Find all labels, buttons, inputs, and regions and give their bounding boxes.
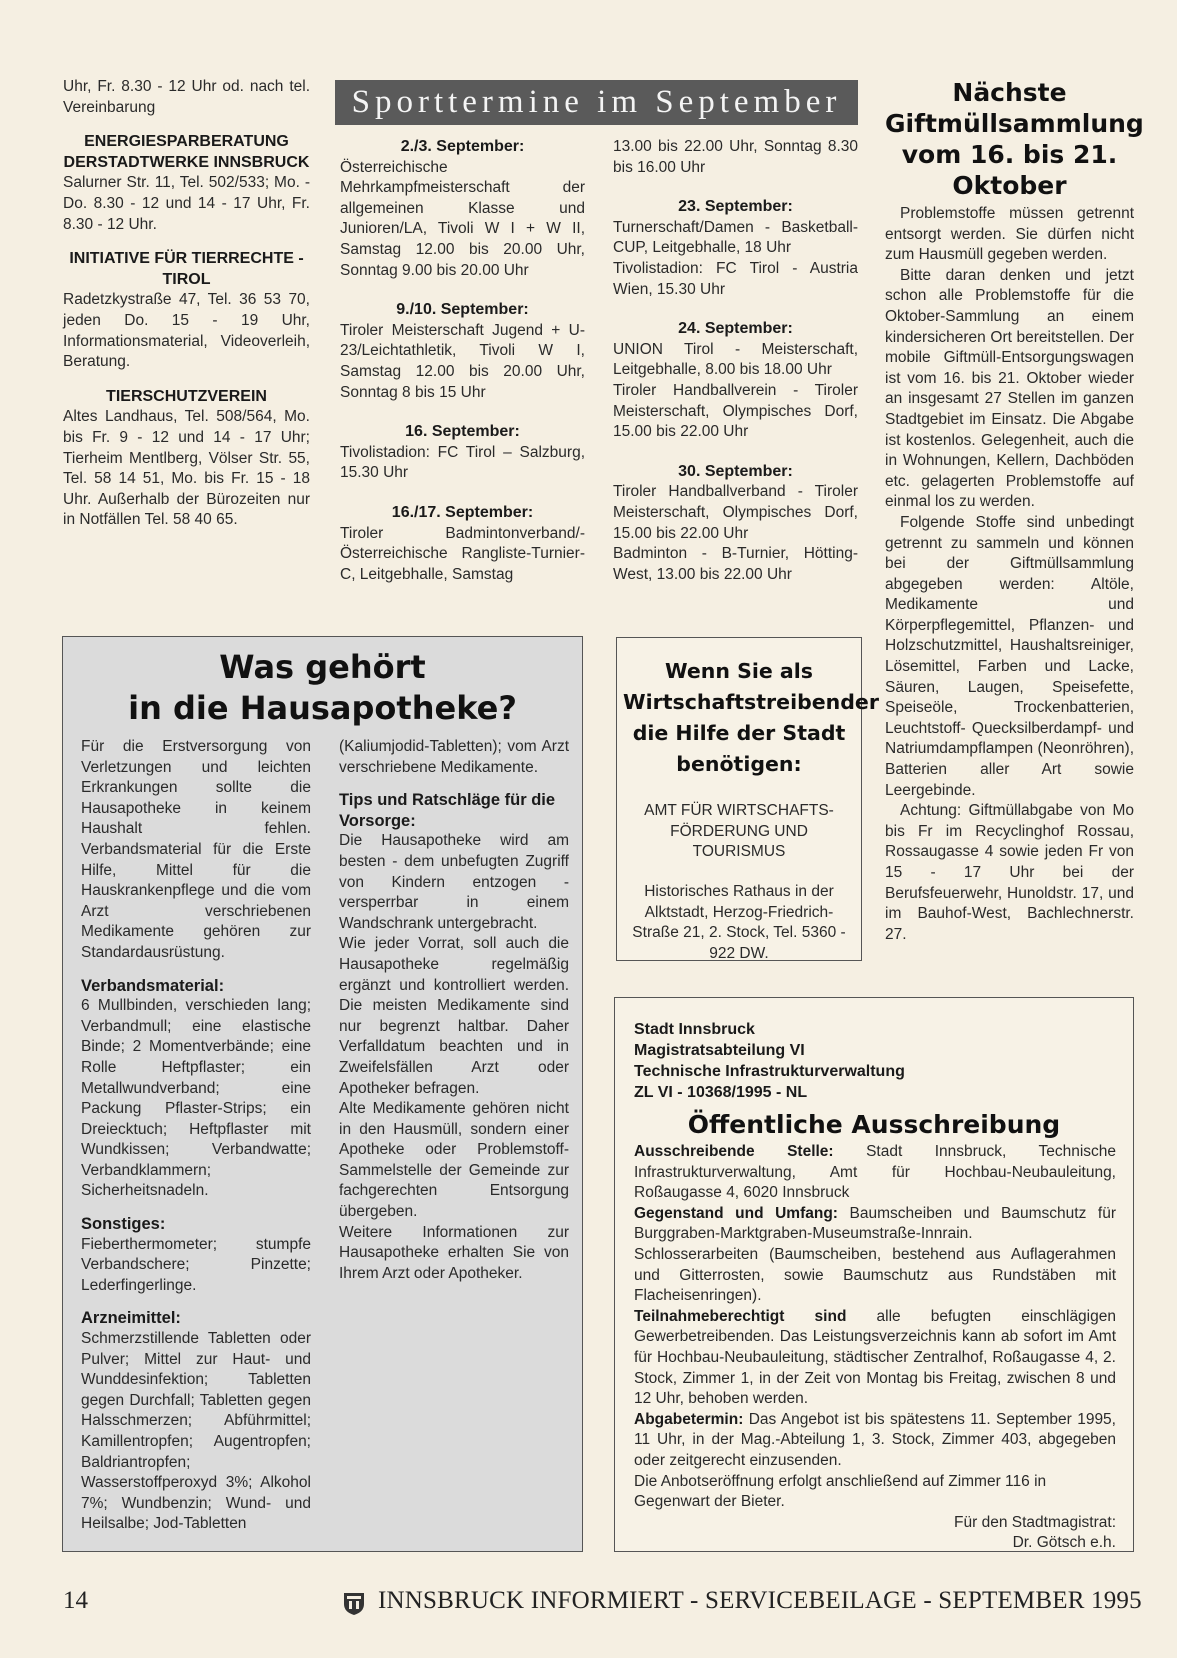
hausapotheke-intro: Für die Erstversorgung von Verletzungen und leichten Erkrankungen sollte die Hausapotheke in keinem Haushalt fehlen. Verbandsmaterial für die Erste Hilfe, Mittel für die Hauskrankenpflege und die vom Arzt verschriebenen Medikamente gehören zur Standardausrüstung. [81, 738, 311, 961]
hausapotheke-title-line: in die Hausapotheke? [128, 689, 517, 727]
stelle-label: Ausschreibende Stelle: [634, 1143, 834, 1160]
gegenstand-paragraph [634, 1204, 1116, 1245]
stelle-text: Stadt Innsbruck, Technische Infrastrukturverwaltung, Amt für Hochbau-Neubauleitung, Roßaugasse 4, 6020 Innsbruck [634, 1143, 1116, 1202]
sport-event-date: 30. September: [678, 462, 793, 480]
sport-event-text: Tivolistadion: FC Tirol – Salzburg, 15.30 Uhr [340, 443, 585, 482]
sonstiges-heading: Sonstiges: [81, 1215, 166, 1234]
info-block-title: INITIATIVE FÜR TIERRECHTE - TIROL [69, 250, 304, 288]
giftmuell-paragraph: Problemstoffe müssen getrennt entsorgt werden. Sie dürfen nicht zum Hausmüll gegeben werden. [885, 205, 1134, 264]
sport-event [340, 300, 585, 403]
tips-paragraph: Weitere Informationen zur Hausapotheke erhalten Sie von Ihrem Arzt oder Apotheker. [339, 1223, 569, 1282]
info-block-title: ENERGIESPARBERATUNG DERSTADTWERKE INNSBRUCK [63, 133, 310, 171]
header-line: Stadt Innsbruck [634, 1021, 755, 1038]
tips-paragraph: Alte Medikamente gehören nicht in den Hausmüll, sondern einer Apotheke oder Problemstoff-Sammelstelle der Gemeinde zur fachgerechten Entsorgung übergeben. [339, 1100, 569, 1221]
teilnahme-paragraph [634, 1307, 1116, 1410]
arznei-heading: Arzneimittel: [81, 1309, 181, 1328]
sport-event-date: 16./17. September: [391, 503, 534, 521]
sport-event [613, 197, 858, 300]
tips-paragraph: Wie jeder Vorrat, soll auch die Hausapotheke regelmäßig ergänzt und kontrolliert werden. Die meisten Medikamente sind nur begrenzt haltbar. Daher Verfalldatum beachten und in Zweifelsfällen Arzt oder Apotheker befragen. [339, 935, 569, 1097]
giftmuell-paragraph: Achtung: Giftmüllabgabe von Mo bis Fr im Recyclinghof Rossau, Rossaugasse 4 sowie jeden Fr von 15 - 17 Uhr bei der Berufsfeuerwehr, Hunoldstr. 17, und im Bauhof-West, Bachlechnerstr. 27. [885, 802, 1134, 943]
left-info-column [63, 77, 310, 545]
footer-publication: INNSBRUCK INFORMIERT - SERVICEBEILAGE - SEPTEMBER 1995 [378, 1587, 1142, 1614]
info-block [63, 387, 310, 531]
info-block [63, 132, 310, 235]
sport-event-text: Tiroler Meisterschaft Jugend + U-23/Leichtathletik, Tivoli W I, Samstag 12.00 bis 20.00 Uhr, Sonntag 8 bis 15 Uhr [340, 321, 585, 401]
info-block-content: Uhr, Fr. 8.30 - 12 Uhr od. nach tel. Vereinbarung [63, 78, 310, 116]
info-block [63, 249, 310, 373]
tips-heading: Tips und Ratschläge für die Vorsorge: [339, 791, 556, 830]
hausapotheke-column-left [81, 737, 311, 1535]
hausapotheke-column-right [339, 737, 569, 1284]
sonstiges-text: Fieberthermometer; stumpfe Verbandschere; Pinzette; Lederfingerlinge. [81, 1235, 311, 1294]
wirtschaft-title: Wenn Sie als Wirtschaftstreibender die Hilfe der Stadt benötigen: [623, 659, 879, 776]
tips-paragraph: Die Hausapotheke wird am besten - dem unbefugten Zugriff von Kindern entzogen - versperrbar in einem Wandschrank untergebracht. [339, 832, 569, 932]
hausapotheke-title-line: Was gehört [219, 648, 426, 686]
sport-event [340, 422, 585, 484]
sport-banner-title: Sporttermine im September [335, 80, 858, 125]
signature-name: Dr. Götsch e.h. [1012, 1534, 1116, 1552]
sport-event [340, 503, 585, 585]
sport-event-text: 13.00 bis 22.00 Uhr, Sonntag 8.30 bis 16.00 Uhr [613, 138, 858, 176]
sport-event-text: UNION Tirol - Meisterschaft, Leitgebhalle, 8.00 bis 18.00 Uhr Tiroler Handballverein - Tiroler Meisterschaft, Olympisches Dorf, 15.00 bis 22.00 Uhr [613, 340, 858, 441]
giftmuell-title: Nächste Giftmüllsammlung vom 16. bis 21. Oktober [885, 78, 1144, 200]
ausschreibung-title: Öffentliche Ausschreibung [687, 1110, 1061, 1139]
header-line: Technische Infrastrukturverwaltung [634, 1063, 905, 1080]
arznei-text-part: Schmerzstillende Tabletten oder Pulver; Mittel zur Haut- und Wunddesinfektion; Tabletten gegen Durchfall; Tabletten gegen Halsschmerzen; Abführmittel; Kamillentropfen; Augentropfen; Baldriantropfen; Wasserstoffperoxyd 3%; Alkohol 7%; Wundbenzin; Wund- und Heilsalbe; Jod-Tabletten [81, 1330, 311, 1533]
giftmuell-paragraph: Bitte daran denken und jetzt schon alle Problemstoffe für die Oktober-Sammlung an einem kindersicheren Ort bereitstellen. Der mobile Giftmüll-Entsorgungswagen ist vom 16. bis 21. Oktober wieder an insgesamt 27 Stellen im ganzen Stadtgebiet im Einsatz. Die Abgabe ist kostenlos. Gelegenheit, auch die in Wohnungen, Kellern, Dachböden etc. gelagerten Problemstoffe auf einmal los zu werden. [885, 266, 1134, 511]
teilnahme-label: Teilnahmeberechtigt sind [634, 1307, 847, 1325]
sport-event-date: 2./3. September: [400, 138, 525, 155]
sport-event-text: Tiroler Badmintonverband/-Österreichische Rangliste-Turnier-C, Leitgebhalle, Samstag [340, 524, 585, 583]
page-number: 14 [63, 1587, 88, 1614]
sport-event-text: Österreichische Mehrkampfmeisterschaft der allgemeinen Klasse und Junioren/LA, Tivoli W I + W II, Samstag 12.00 bis 20.00 Uhr, Sonntag 9.00 bis 20.00 Uhr [340, 158, 585, 279]
giftmuell-body [885, 204, 1134, 945]
wirtschaft-address: Historisches Rathaus in der Alktstadt, Herzog-Friedrich-Straße 21, 2. Stock, Tel. 5360 - 922 DW. [632, 883, 846, 962]
sport-event-text: Tiroler Handballverband - Tiroler Meisterschaft, Olympisches Dorf, 15.00 bis 22.00 Uhr Badminton - B-Turnier, Hötting-West, 13.00 bis 22.00 Uhr [613, 483, 858, 583]
ausschreibung-header [634, 1019, 1114, 1103]
sport-event [613, 319, 858, 443]
info-block [63, 77, 310, 118]
hausapotheke-title [63, 647, 582, 729]
info-block-title: TIERSCHUTZVEREIN [106, 387, 267, 405]
info-block-content: Radetzkystraße 47, Tel. 36 53 70, jeden Do. 15 - 19 Uhr, Informationsmaterial, Videoverleih, Beratung. [63, 291, 310, 371]
ausschreibung-box [614, 997, 1134, 1552]
city-crest-icon [342, 1590, 366, 1616]
eroeffnung-paragraph: Die Anbotseröffnung erfolgt anschließend auf Zimmer 116 in Gegenwart der Bieter. [634, 1472, 1047, 1511]
sport-event-date: 16. September: [405, 423, 520, 441]
wirtschaft-amt: AMT FÜR WIRTSCHAFTS-FÖRDERUNG UND TOURISMUS [644, 802, 834, 861]
teilnahme-text: alle befugten einschlägigen Gewerbetreibenden. Das Leistungsverzeichnis kann ab sofort im Amt für Hochbau-Neubauleitung, städtischer Zentralhof, Roßaugasse 4, 2. Stock, Zimmer 1, in der Zeit von Montag bis Freitag, zwischen 8 und 12 Uhr, behoben werden. [634, 1307, 1116, 1408]
signature-block [634, 1513, 1116, 1554]
hausapotheke-box [62, 636, 583, 1552]
sport-event [613, 462, 858, 586]
giftmuell-paragraph: Folgende Stoffe sind unbedingt getrennt zu sammeln und können bei der Giftmüllsammlung abgegeben werden: Altöle, Medikamente und Körperpflegemittel, Pflanzen- und Holzschutzmittel, Haushaltsreiniger, Lösemittel, Farben und Lacke, Säuren, Laugen, Speisefette, Speiseöle, Trockenbatterien, Leuchtstoff- Quecksilberdampf- und Natriumdampflampen (Neonröhren), Batterien aller Art sowie Leergebinde. [885, 513, 1134, 799]
ausschreibung-body [634, 1142, 1116, 1554]
sport-column-left [340, 137, 585, 604]
verband-text: 6 Mullbinden, verschieden lang; Verbandmull; eine elastische Binde; 2 Momentverbände; eine Rolle Heftpflaster; ein Metallwundverband; eine Packung Pflaster-Strips; ein Dreiecktuch; Heftpflaster mit Wundkissen; Verbandwatte; Verbandklammern; Sicherheitsnadeln. [81, 997, 311, 1200]
sport-event-date: 23. September: [678, 198, 793, 216]
header-line: ZL VI - 10368/1995 - NL [634, 1084, 808, 1101]
gegenstand-label: Gegenstand und Umfang: [634, 1204, 838, 1222]
arznei-text-continued: (Kaliumjodid-Tabletten); vom Arzt verschriebene Medikamente. [339, 738, 569, 776]
sport-event [613, 137, 858, 178]
sport-event [340, 137, 585, 281]
giftmuell-article [885, 77, 1144, 945]
sport-event-date: 9./10. September: [396, 301, 529, 319]
abgabe-text: Das Angebot ist bis spätestens 11. September 1995, 11 Uhr, in der Mag.-Abteilung 1, 3. Stock, Zimmer 403, abgegeben oder zeitgerecht einzusenden. [634, 1410, 1116, 1469]
sport-column-right [613, 137, 858, 604]
info-block-content: Salurner Str. 11, Tel. 502/533; Mo. - Do. 8.30 - 12 und 14 - 17 Uhr, Fr. 8.30 - 12 Uhr. [63, 174, 310, 233]
sport-event-date: 24. September: [678, 320, 793, 338]
verband-heading: Verbandsmaterial: [81, 976, 225, 995]
abgabe-label: Abgabetermin: [634, 1410, 744, 1428]
abgabe-paragraph [634, 1410, 1116, 1472]
sport-event-text: Turnerschaft/Damen - Basketball-CUP, Leitgebhalle, 18 Uhr Tivolistadion: FC Tirol - Austria Wien, 15.30 Uhr [613, 218, 858, 298]
signature-label: Für den Stadtmagistrat: [954, 1513, 1116, 1531]
info-block-content: Altes Landhaus, Tel. 508/564, Mo. bis Fr. 9 - 12 und 14 - 17 Uhr; Tierheim Mentlberg, Völser Str. 55, Tel. 58 14 51, Mo. bis Fr. 15 - 18 Uhr. Außerhalb der Bürozeiten nur in Notfällen Tel. 58 40 65. [63, 408, 310, 529]
schlosser-paragraph: Schlosserarbeiten (Baumscheiben, bestehend aus Auflagerahmen und Gitterrosten, sowie Baumschutz aus Rundstäben mit Flacheisenringen). [634, 1245, 1116, 1305]
gegenstand-text: Baumscheiben und Baumschutz für Burggraben-Marktgraben-Museumstraße-Innrain. [634, 1204, 1116, 1243]
wirtschaft-box [616, 637, 879, 962]
header-line: Magistratsabteilung VI [634, 1042, 805, 1059]
stelle-paragraph [634, 1142, 1116, 1204]
